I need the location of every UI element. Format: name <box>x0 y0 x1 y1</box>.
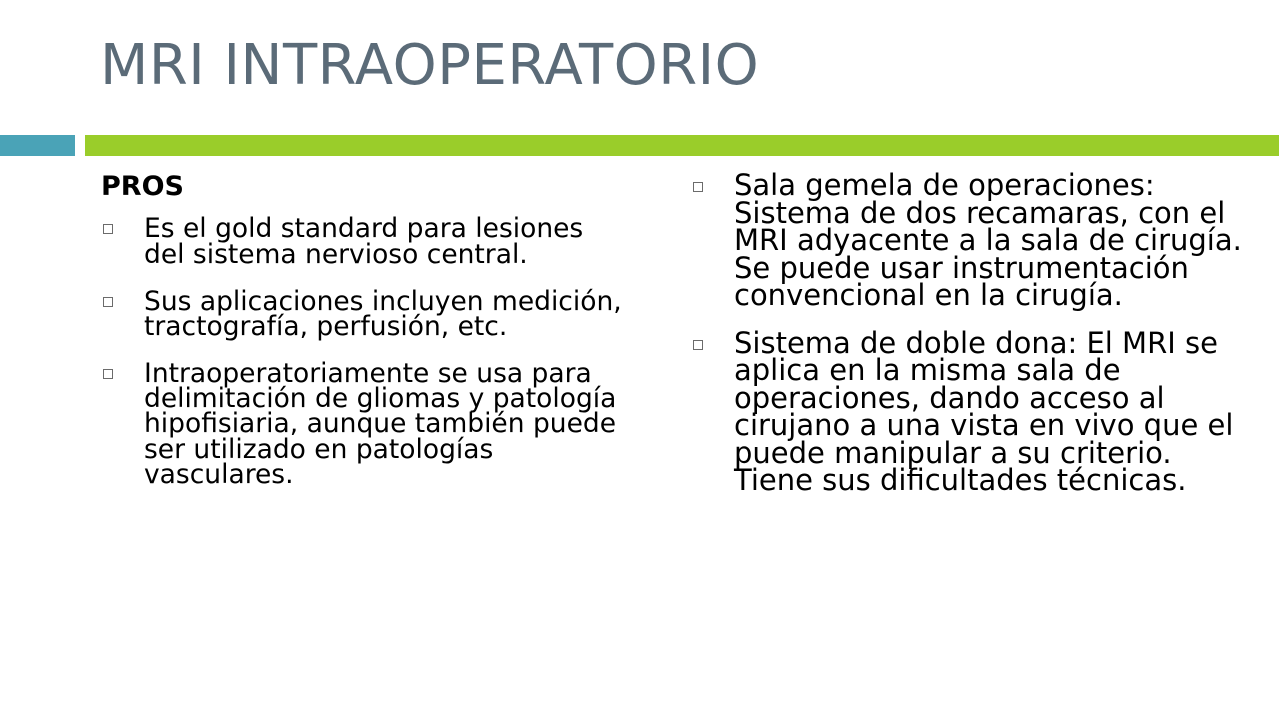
accent-bar-left <box>0 135 75 156</box>
pros-bullet-list <box>101 213 631 490</box>
square-bullet-icon <box>693 182 703 192</box>
slide-title: MRI INTRAOPERATORIO <box>100 33 760 98</box>
bullet-item <box>690 168 1250 313</box>
accent-bar-right <box>85 135 1279 156</box>
bullet-item <box>101 358 631 490</box>
bullet-item <box>101 285 631 342</box>
square-bullet-icon <box>103 224 113 234</box>
bullet-text: Sistema de doble dona: El MRI se aplica en la misma sala de operaciones, dando acceso al cirujano a una vista en vivo que el puede manipular a su criterio. Tiene sus dificultades técnicas. <box>734 325 1234 498</box>
pros-heading: PROS <box>101 171 184 202</box>
right-bullet-list <box>690 168 1250 498</box>
bullet-item <box>690 325 1250 498</box>
bullet-text: Intraoperatoriamente se usa para delimitación de gliomas y patología hipofisiaria, aunque también puede ser utilizado en patologías vasculares. <box>144 358 617 490</box>
right-column <box>690 168 1250 515</box>
bullet-text: Sus aplicaciones incluyen medición, tractografía, perfusión, etc. <box>144 285 622 342</box>
bullet-text: Sala gemela de operaciones: Sistema de dos recamaras, con el MRI adyacente a la sala de cirugía. Se puede usar instrumentación convencional en la cirugía. <box>734 168 1242 313</box>
square-bullet-icon <box>693 340 703 350</box>
square-bullet-icon <box>103 369 113 379</box>
left-column <box>101 171 631 509</box>
bullet-item <box>101 213 631 270</box>
square-bullet-icon <box>103 297 113 307</box>
bullet-text: Es el gold standard para lesiones del sistema nervioso central. <box>144 213 584 270</box>
